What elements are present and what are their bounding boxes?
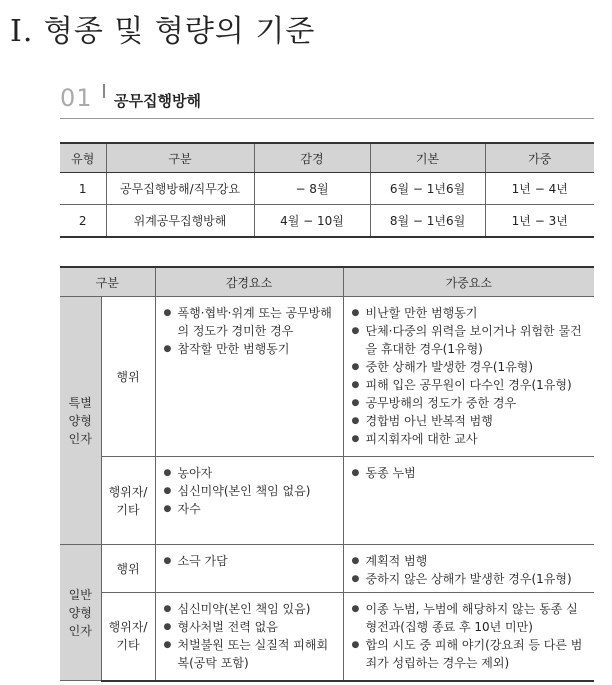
table-header-row <box>60 267 594 297</box>
aggravating-list <box>344 545 595 592</box>
list-item: ● 이종 누범, 누범에 해당하지 않는 동종 실형전과(집행 종료 후 10년 미만) <box>352 600 589 636</box>
header-mitigating: 감경요소 <box>155 267 343 297</box>
cell-basic: 6월 − 1년6월 <box>370 173 485 205</box>
list-item: ● 공무방해의 정도가 중한 경우 <box>352 394 589 412</box>
list-item: ● 피지휘자에 대한 교사 <box>352 430 589 448</box>
cell-type: 1 <box>60 173 106 205</box>
aggravating-cell <box>343 593 594 681</box>
table-row <box>60 205 594 238</box>
mitigating-list <box>156 297 343 362</box>
table-row <box>60 457 594 545</box>
sentencing-factors-table <box>60 266 594 682</box>
mitigating-list <box>156 593 343 676</box>
list-item: ● 농아자 <box>164 464 337 482</box>
section-underline <box>60 118 594 119</box>
list-item: ● 중하지 않은 상해가 발생한 경우(1유형) <box>352 570 589 588</box>
mitigating-cell <box>155 593 343 681</box>
aggravating-list <box>344 297 595 452</box>
header-type: 유형 <box>60 143 106 173</box>
sub-label-actor: 행위자/기타 <box>101 593 155 681</box>
group-label-general: 일반 양형 인자 <box>60 545 101 681</box>
list-item: ● 비난할 만한 범행동기 <box>352 304 589 322</box>
header-aggravated: 가중 <box>485 143 594 173</box>
list-item: ● 단체·다중의 위력을 보이거나 위험한 물건을 휴대한 경우(1유형) <box>352 322 589 358</box>
header-category: 구분 <box>106 143 254 173</box>
sub-label-actor: 행위자/기타 <box>101 457 155 545</box>
header-reduced: 감경 <box>254 143 370 173</box>
aggravating-list <box>344 593 595 676</box>
table-header-row <box>60 143 594 173</box>
section-divider-bar <box>103 84 105 98</box>
cell-category: 공무집행방해/직무강요 <box>106 173 254 205</box>
list-item: ● 참작할 만한 범행동기 <box>164 340 337 358</box>
table-row <box>60 297 594 457</box>
sentencing-range-table <box>60 142 594 238</box>
aggravating-cell <box>343 297 594 457</box>
cell-reduced: − 8월 <box>254 173 370 205</box>
mitigating-list <box>156 545 343 574</box>
table-row <box>60 593 594 681</box>
cell-reduced: 4월 − 10월 <box>254 205 370 238</box>
cell-aggravated: 1년 − 3년 <box>485 205 594 238</box>
header-category: 구분 <box>60 267 155 297</box>
page-heading: Ⅰ. 형종 및 형량의 기준 <box>10 14 316 49</box>
table-row <box>60 173 594 205</box>
list-item: ● 처벌불원 또는 실질적 피해회복(공탁 포함) <box>164 636 337 672</box>
mitigating-list <box>156 457 343 522</box>
list-item: ● 폭행·협박·위계 또는 공무방해의 정도가 경미한 경우 <box>164 304 337 340</box>
cell-aggravated: 1년 − 4년 <box>485 173 594 205</box>
section-title: 공무집행방해 <box>114 92 201 110</box>
cell-basic: 8월 − 1년6월 <box>370 205 485 238</box>
cell-category: 위계공무집행방해 <box>106 205 254 238</box>
cell-type: 2 <box>60 205 106 238</box>
aggravating-cell <box>343 545 594 593</box>
list-item: ● 심신미약(본인 책임 없음) <box>164 482 337 500</box>
list-item: ● 자수 <box>164 500 337 518</box>
header-basic: 기본 <box>370 143 485 173</box>
list-item: ● 피해 입은 공무원이 다수인 경우(1유형) <box>352 376 589 394</box>
section-number: 01 <box>60 84 93 112</box>
mitigating-cell <box>155 545 343 593</box>
table-row <box>60 545 594 593</box>
list-item: ● 소극 가담 <box>164 552 337 570</box>
list-item: ● 중한 상해가 발생한 경우(1유형) <box>352 358 589 376</box>
list-item: ● 계획적 범행 <box>352 552 589 570</box>
group-label-special: 특별 양형 인자 <box>60 297 101 545</box>
list-item: ● 심신미약(본인 책임 있음) <box>164 600 337 618</box>
list-item: ● 합의 시도 중 피해 야기(강요죄 등 다른 범죄가 성립하는 경우는 제외) <box>352 636 589 672</box>
sub-label-act: 행위 <box>101 545 155 593</box>
aggravating-cell <box>343 457 594 545</box>
mitigating-cell <box>155 457 343 545</box>
list-item: ● 동종 누범 <box>352 464 589 482</box>
sub-label-act: 행위 <box>101 297 155 457</box>
list-item: ● 경합범 아닌 반복적 범행 <box>352 412 589 430</box>
aggravating-list <box>344 457 595 486</box>
header-aggravating: 가중요소 <box>343 267 594 297</box>
mitigating-cell <box>155 297 343 457</box>
list-item: ● 형사처벌 전력 없음 <box>164 618 337 636</box>
